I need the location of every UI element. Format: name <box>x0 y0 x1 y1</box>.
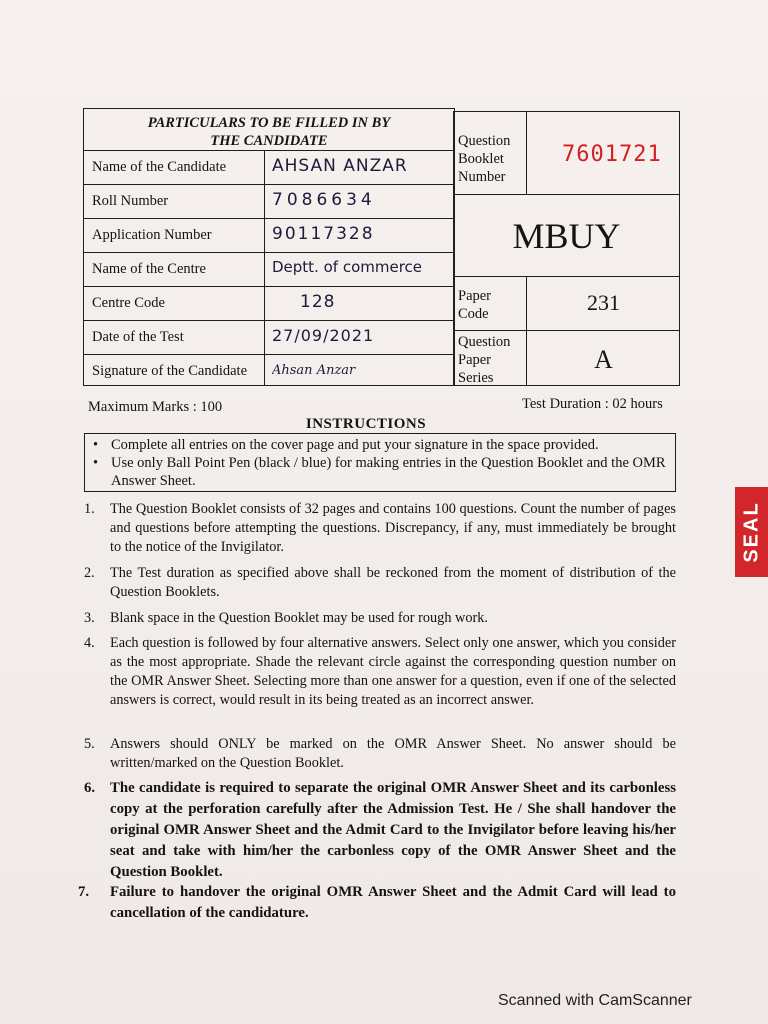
booklet-info-box <box>453 111 680 386</box>
row-signature <box>84 355 454 386</box>
value-test-date: 27/09/2021 <box>272 326 375 345</box>
camscanner-watermark: Scanned with CamScanner <box>498 992 692 1009</box>
instruction-item-5: 5. Answers should ONLY be marked on the OMR Answer Sheet. No answer should be written/marked on the Question Booklet. <box>84 736 676 771</box>
instructions-title: INSTRUCTIONS <box>305 416 427 432</box>
value-candidate-name: AHSAN ANZAR <box>272 156 408 176</box>
value-centre-name: Deptt. of commerce <box>272 258 423 276</box>
label-candidate-name: Name of the Candidate <box>92 159 227 175</box>
test-duration: Test Duration : 02 hours <box>522 396 663 412</box>
instruction-item-3: 3. Blank space in the Question Booklet may be used for rough work. <box>84 610 488 626</box>
instruction-item-6: 6. The candidate is required to separate the original OMR Answer Sheet and its carbonless copy at the perforation carefully after the Admission Test. He / She shall handover the original OMR Answer Sheet and the Admit Card to the Invigilator before leaving his/her seat and take with him/her the carbonless copy of the OMR Answer Sheet and the Question Booklet. <box>84 780 676 880</box>
value-roll-number: 7086634 <box>272 190 376 210</box>
label-signature: Signature of the Candidate <box>92 363 248 379</box>
paper-code: 231 <box>587 290 620 315</box>
label-application-number: Application Number <box>92 227 212 243</box>
label-centre-code: Centre Code <box>92 295 165 311</box>
series-code: MBUY <box>512 216 621 256</box>
bullet-item: • Complete all entries on the cover page and put your signature in the space provided. <box>93 436 669 454</box>
instruction-item-7: 7. Failure to handover the original OMR Answer Sheet and the Admit Card will lead to cancellation of the candidature. <box>78 884 676 921</box>
particulars-table <box>83 108 455 386</box>
seal-tab <box>735 487 768 577</box>
bullet-box <box>84 433 676 492</box>
value-application-number: 90117328 <box>272 224 375 244</box>
paper-code-label: Paper Code <box>458 288 492 322</box>
bullet-item: • Use only Ball Point Pen (black / blue) for making entries in the Question Booklet and the OMR Answer Sheet. <box>93 454 669 490</box>
label-test-date: Date of the Test <box>92 329 184 345</box>
row-test-date <box>84 321 454 355</box>
maximum-marks: Maximum Marks : 100 <box>88 399 223 415</box>
row-centre-code <box>84 287 454 321</box>
series-label: Question Paper Series <box>458 334 511 386</box>
paper-series: A <box>594 345 613 374</box>
instruction-item-4: 4. Each question is followed by four alternative answers. Select only one answer, which you consider as the most appropriate. Shade the relevant circle against the corresponding question number on the OMR Answer Sheet. Selecting more than one answer for a question, even if one of the selected answers is correct, would result in its being treated as an incorrect answer. <box>84 635 676 708</box>
booklet-number-label: Question Booklet Number <box>458 133 511 185</box>
booklet-number: 7601721 <box>562 142 662 167</box>
instruction-item-1: 1. The Question Booklet consists of 32 pages and contains 100 questions. Count the number of pages and questions before attempting the questions. Discrepancy, if any, must immediately be brought to the notice of the Invigilator. <box>84 501 676 555</box>
instruction-item-2: 2. The Test duration as specified above shall be reckoned from the moment of distribution of the Question Booklets. <box>84 565 676 600</box>
row-centre-name <box>84 253 454 287</box>
row-roll-number <box>84 185 454 219</box>
value-centre-code: 128 <box>300 292 336 312</box>
row-candidate-name <box>84 151 454 185</box>
row-application-number <box>84 219 454 253</box>
seal-label: SEAL <box>740 501 762 563</box>
particulars-title: PARTICULARS TO BE FILLED IN BY THE CANDIDATE <box>84 109 454 151</box>
label-centre-name: Name of the Centre <box>92 261 206 277</box>
candidate-signature: Ahsan Anzar <box>272 363 356 378</box>
label-roll-number: Roll Number <box>92 193 169 209</box>
